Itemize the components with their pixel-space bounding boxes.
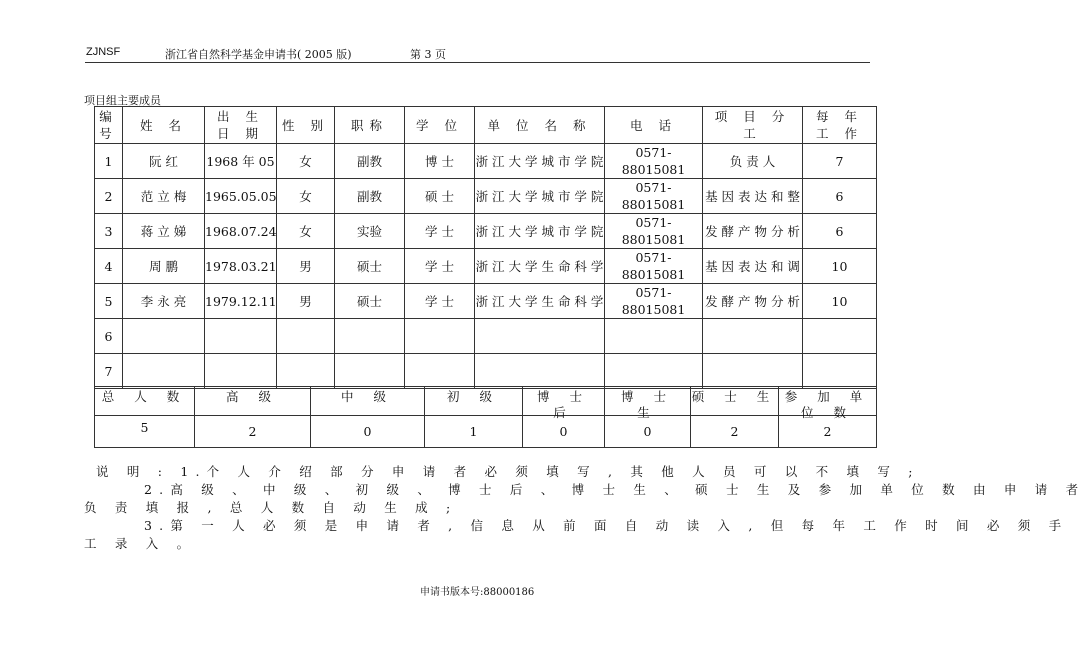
col-header-phone: 电 话 [605, 107, 703, 144]
cell-name: 李 永 亮 [123, 284, 205, 319]
cell-degree: 博 士 [405, 144, 475, 179]
table-row [95, 354, 877, 389]
summary-total: 5 [95, 416, 195, 448]
cell-title: 副教 [335, 144, 405, 179]
summary-header-total: 总 人 数 [95, 387, 195, 416]
cell-no: 3 [95, 214, 123, 249]
summary-senior[interactable]: 2 [195, 416, 311, 448]
footer-version: 申请书版本号:88000186 [420, 587, 535, 598]
cell-birth: 1968 年 05 [205, 144, 277, 179]
cell-gender: 男 [277, 249, 335, 284]
cell-name: 蒋 立 娣 [123, 214, 205, 249]
cell-months[interactable] [803, 354, 877, 389]
cell-name[interactable] [123, 319, 205, 354]
cell-name: 范 立 梅 [123, 179, 205, 214]
cell-phone: 0571-88015081 [605, 214, 703, 249]
table-row [95, 319, 877, 354]
cell-title: 副教 [335, 179, 405, 214]
note-line-3a: 3.第 一 人 必 须 是 申 请 者 , 信 息 从 前 面 自 动 读 入 , 但 每 年 工 作 时 间 必 须 手 [144, 518, 1069, 533]
cell-months[interactable] [803, 319, 877, 354]
summary-header-phd: 博 士 生 [605, 387, 691, 416]
header-left-code: ZJNSF [86, 46, 121, 58]
summary-header-junior: 初 级 [425, 387, 523, 416]
cell-gender[interactable] [277, 354, 335, 389]
cell-gender: 男 [277, 284, 335, 319]
cell-degree: 学 士 [405, 249, 475, 284]
cell-name: 周 鹏 [123, 249, 205, 284]
cell-unit[interactable] [475, 354, 605, 389]
summary-junior[interactable]: 1 [425, 416, 523, 448]
summary-header-row [95, 387, 877, 416]
summary-header-master: 硕 士 生 [691, 387, 779, 416]
cell-role[interactable] [703, 354, 803, 389]
cell-degree: 硕 士 [405, 179, 475, 214]
summary-value-row [95, 416, 877, 448]
cell-degree: 学 士 [405, 214, 475, 249]
cell-months: 10 [803, 249, 877, 284]
table-row [95, 214, 877, 249]
cell-unit[interactable] [475, 319, 605, 354]
cell-no: 1 [95, 144, 123, 179]
cell-title[interactable] [335, 354, 405, 389]
table-header-row [95, 107, 877, 144]
cell-months: 6 [803, 179, 877, 214]
col-header-role: 项 目 分 工 [703, 107, 803, 144]
cell-months: 10 [803, 284, 877, 319]
cell-phone[interactable] [605, 319, 703, 354]
summary-master[interactable]: 2 [691, 416, 779, 448]
cell-role: 基 因 表 达 和 整 [703, 179, 803, 214]
summary-table [94, 386, 877, 448]
cell-gender: 女 [277, 179, 335, 214]
cell-birth: 1979.12.11 [205, 284, 277, 319]
cell-unit: 浙 江 大 学 城 市 学 院 [475, 144, 605, 179]
cell-role: 发 酵 产 物 分 析 [703, 214, 803, 249]
summary-header-intermediate: 中 级 [311, 387, 425, 416]
table-row [95, 144, 877, 179]
cell-degree[interactable] [405, 354, 475, 389]
summary-header-senior: 高 级 [195, 387, 311, 416]
cell-unit: 浙 江 大 学 生 命 科 学 [475, 284, 605, 319]
cell-title: 实验 [335, 214, 405, 249]
cell-birth[interactable] [205, 354, 277, 389]
note-line-2b: 负 责 填 报 , 总 人 数 自 动 生 成 ; [84, 500, 458, 515]
cell-phone: 0571-88015081 [605, 249, 703, 284]
cell-birth: 1965.05.05 [205, 179, 277, 214]
cell-unit: 浙 江 大 学 城 市 学 院 [475, 214, 605, 249]
col-header-months: 每 年 工 作 [803, 107, 877, 144]
note-line-1: 说 明 : 1.个 人 介 绍 部 分 申 请 者 必 须 填 写 , 其 他 人 员 可 以 不 填 写 ; [96, 464, 920, 479]
cell-phone: 0571-88015081 [605, 144, 703, 179]
table-row [95, 179, 877, 214]
cell-role: 负 责 人 [703, 144, 803, 179]
cell-role[interactable] [703, 319, 803, 354]
col-header-gender: 性 别 [277, 107, 335, 144]
section-title: 项目组主要成员 [84, 94, 161, 107]
summary-intermediate[interactable]: 0 [311, 416, 425, 448]
cell-role: 发 酵 产 物 分 析 [703, 284, 803, 319]
summary-header-postdoc: 博 士 后 [523, 387, 605, 416]
note-line-2a: 2.高 级 、 中 级 、 初 级 、 博 士 后 、 博 士 生 、 硕 士 生 及 参 加 单 位 数 由 申 请 者 [144, 482, 1085, 497]
header-divider [85, 62, 870, 63]
cell-birth[interactable] [205, 319, 277, 354]
cell-role: 基 因 表 达 和 调 [703, 249, 803, 284]
cell-title: 硕士 [335, 249, 405, 284]
cell-title[interactable] [335, 319, 405, 354]
col-header-no: 编号 [95, 107, 123, 144]
summary-phd[interactable]: 0 [605, 416, 691, 448]
summary-postdoc[interactable]: 0 [523, 416, 605, 448]
note-line-3b: 工 录 入 。 [84, 536, 197, 551]
cell-no: 2 [95, 179, 123, 214]
cell-phone: 0571-88015081 [605, 179, 703, 214]
header-title: 浙江省自然科学基金申请书( 2005 版) [165, 48, 352, 61]
cell-birth: 1968.07.24 [205, 214, 277, 249]
col-header-unit: 单 位 名 称 [475, 107, 605, 144]
col-header-birth: 出 生 日 期 [205, 107, 277, 144]
col-header-name: 姓 名 [123, 107, 205, 144]
cell-phone[interactable] [605, 354, 703, 389]
cell-gender[interactable] [277, 319, 335, 354]
cell-no: 4 [95, 249, 123, 284]
cell-no: 6 [95, 319, 123, 354]
cell-name[interactable] [123, 354, 205, 389]
cell-title: 硕士 [335, 284, 405, 319]
cell-no: 5 [95, 284, 123, 319]
header-page-number: 第 3 页 [410, 48, 446, 61]
table-row [95, 284, 877, 319]
col-header-degree: 学 位 [405, 107, 475, 144]
cell-unit: 浙 江 大 学 城 市 学 院 [475, 179, 605, 214]
cell-phone: 0571-88015081 [605, 284, 703, 319]
cell-degree[interactable] [405, 319, 475, 354]
cell-months: 7 [803, 144, 877, 179]
cell-birth: 1978.03.21 [205, 249, 277, 284]
cell-gender: 女 [277, 144, 335, 179]
summary-header-units: 参 加 单 位 数 [779, 387, 877, 416]
cell-months: 6 [803, 214, 877, 249]
summary-units[interactable]: 2 [779, 416, 877, 448]
cell-no: 7 [95, 354, 123, 389]
table-row [95, 249, 877, 284]
cell-unit: 浙 江 大 学 生 命 科 学 [475, 249, 605, 284]
cell-degree: 学 士 [405, 284, 475, 319]
members-table [94, 106, 877, 389]
cell-name: 阮 红 [123, 144, 205, 179]
col-header-title: 职称 [335, 107, 405, 144]
cell-gender: 女 [277, 214, 335, 249]
